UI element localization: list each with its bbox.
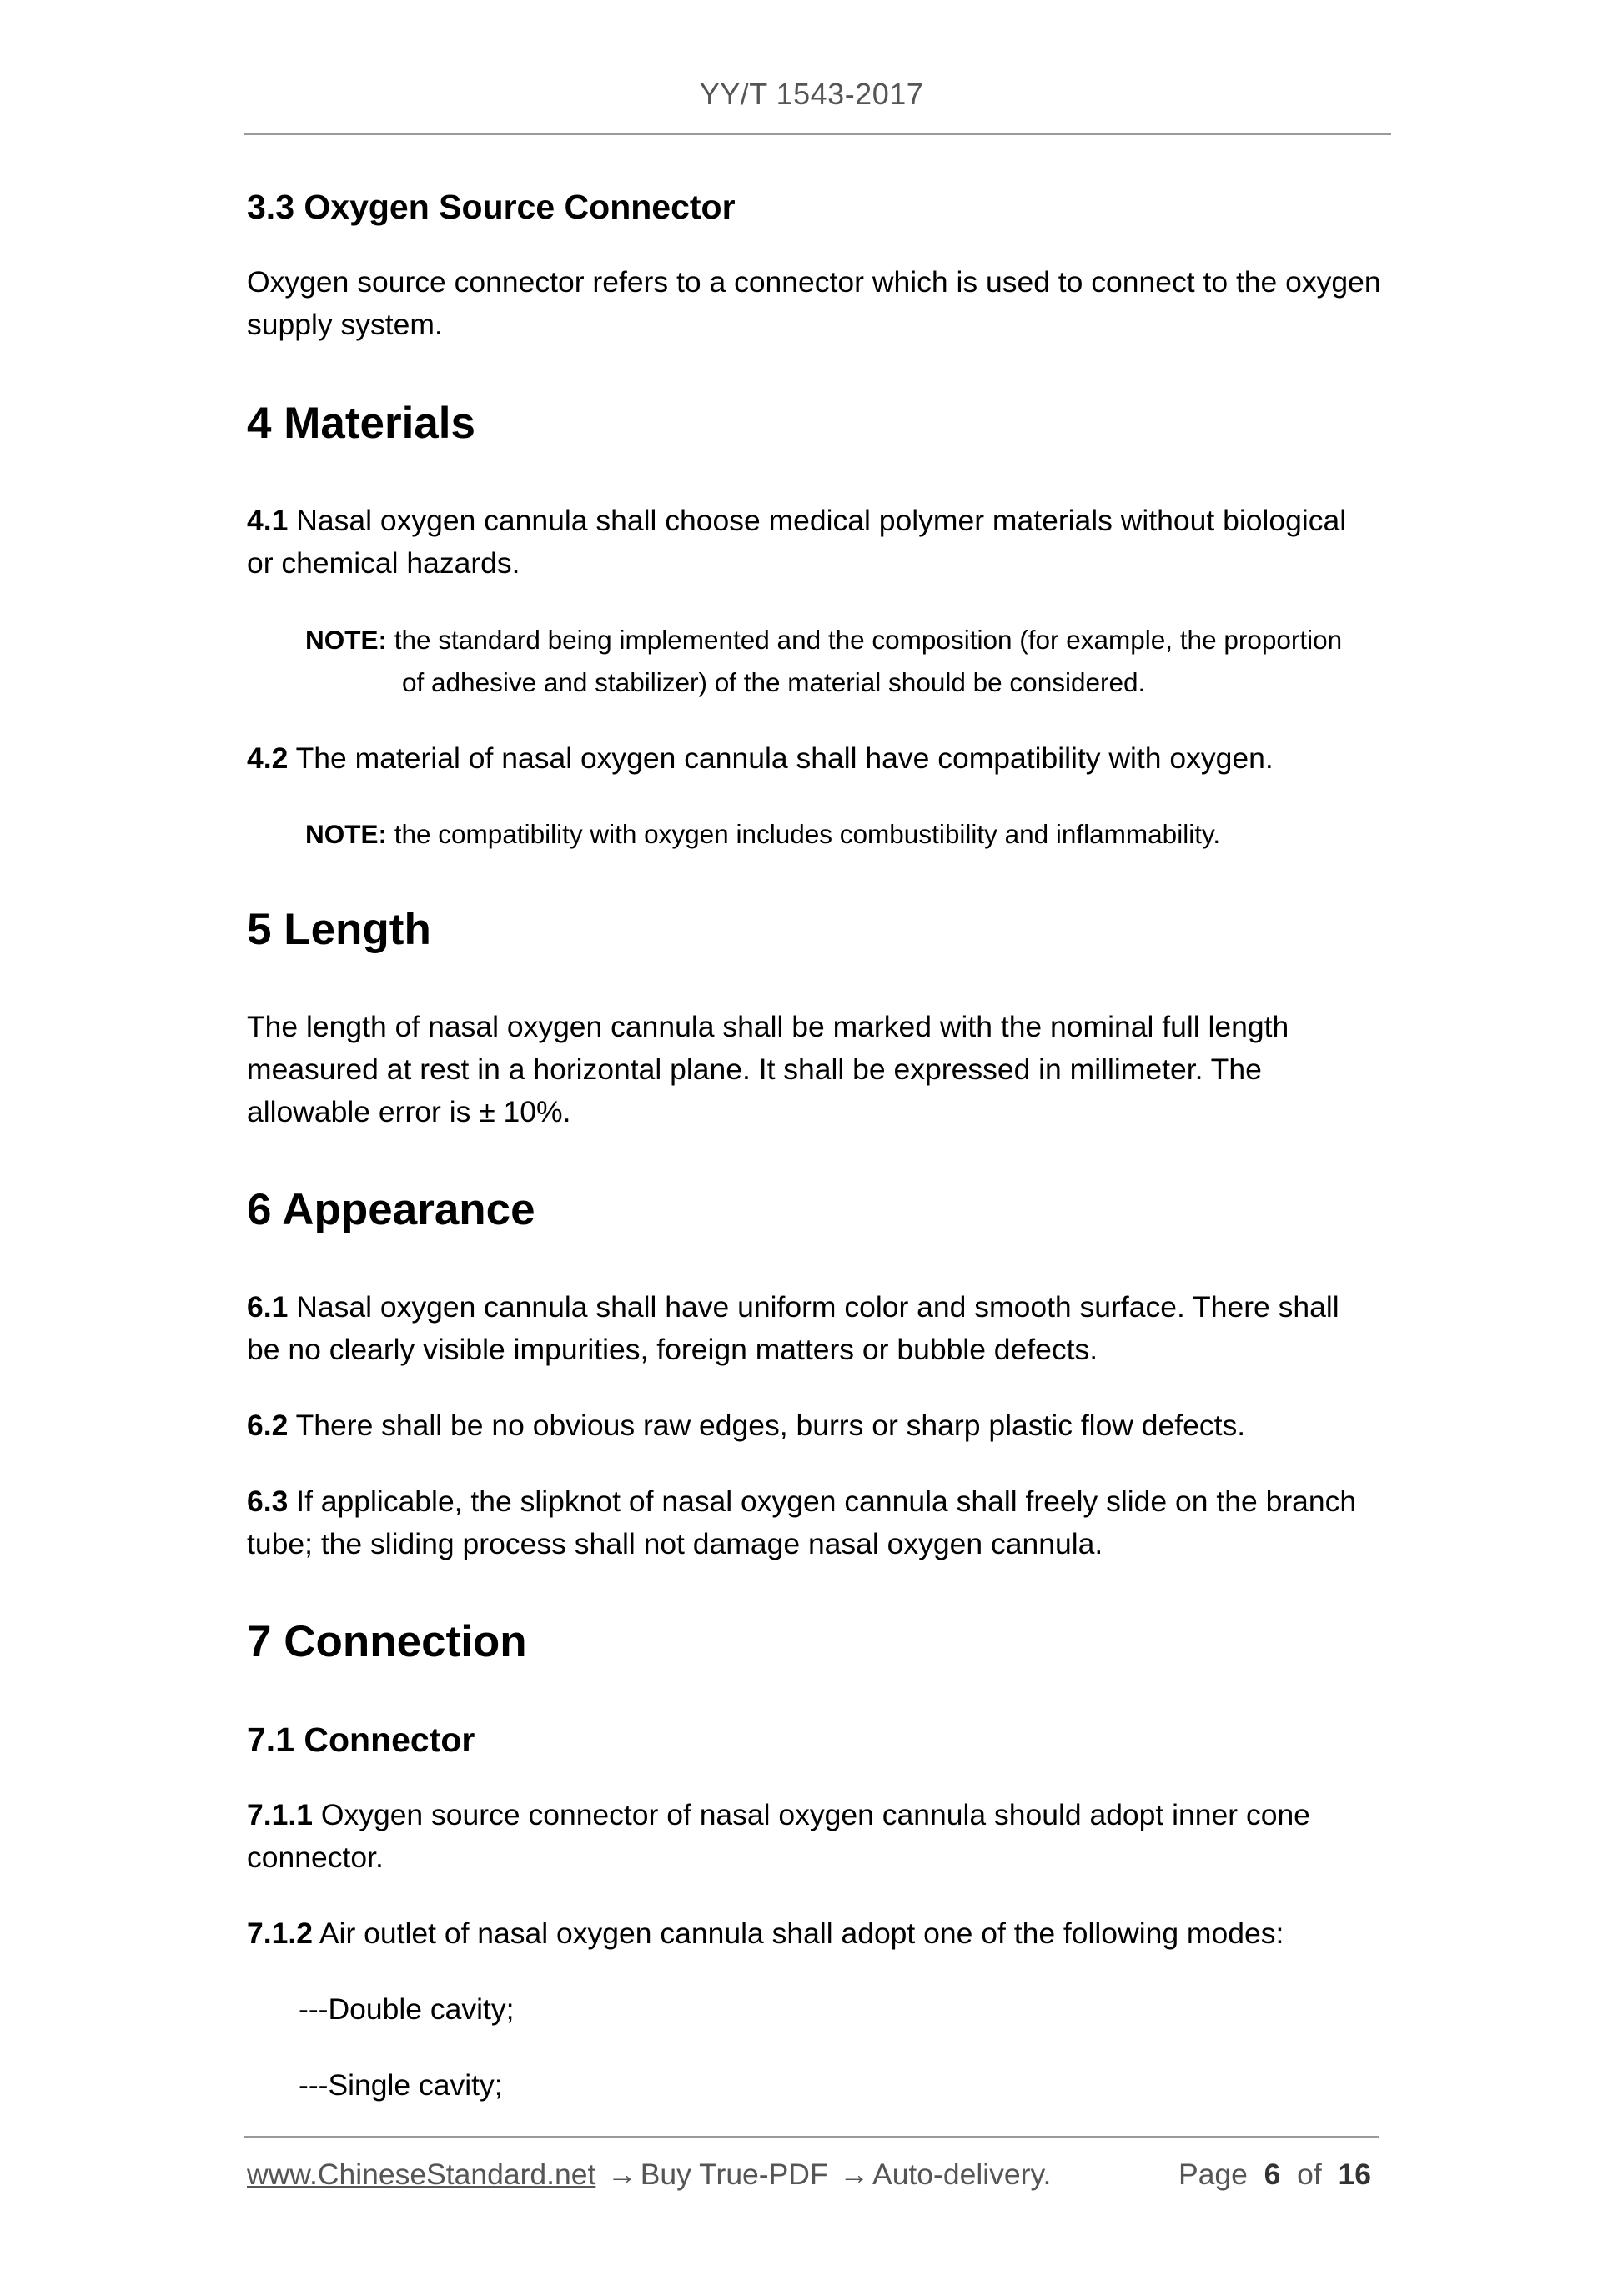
footer-divider [244,2136,1379,2138]
section-5-heading: 5 Length [247,905,431,954]
total-page-count: 16 [1338,2158,1371,2191]
note-label: NOTE: [305,819,387,849]
section-3-3-heading: 3.3 Oxygen Source Connector [247,188,736,226]
clause-6-1-paragraph: 6.1 Nasal oxygen cannula shall have uniform color and smooth surface. There shall be no clearly visible impurities, foreign matters or bubble defects. [247,1290,1339,1366]
page-footer [247,2153,1379,2195]
section-7-1-heading: 7.1 Connector [247,1721,475,1759]
section-6-heading: 6 Appearance [247,1185,535,1234]
arrow-right-icon: → [839,2158,870,2191]
current-page-number: 6 [1264,2158,1281,2191]
clause-number: 7.1.1 [247,1798,313,1831]
section-5-paragraph: The length of nasal oxygen cannula shall be marked with the nominal full length measured at rest in a horizontal plane. It shall be expressed in millimeter. The allowable error is ± 10%. [247,1010,1289,1128]
clause-4-2-paragraph: 4.2 The material of nasal oxygen cannula shall have compatibility with oxygen. [247,741,1274,775]
clause-number: 6.2 [247,1409,289,1442]
clause-number: 6.3 [247,1485,289,1518]
website-link[interactable]: www.ChineseStandard.net [247,2158,596,2191]
list-item-single-cavity: ---Single cavity; [299,2068,503,2102]
note-4-2: NOTE: the compatibility with oxygen includes combustibility and inflammability. [305,819,1221,849]
section-4-heading: 4 Materials [247,399,475,448]
header-divider [244,133,1391,135]
document-code-header: YY/T 1543-2017 [699,77,924,111]
auto-delivery-text: Auto-delivery. [872,2158,1052,2191]
list-item-double-cavity: ---Double cavity; [299,1992,515,2026]
clause-number: 4.2 [247,741,289,775]
section-3-3-paragraph: Oxygen source connector refers to a connector which is used to connect to the oxygen supply system. [247,265,1381,341]
clause-6-3-paragraph: 6.3 If applicable, the slipknot of nasal oxygen cannula shall freely slide on the branch tube; the sliding process shall not damage nasal oxygen cannula. [247,1485,1357,1560]
page-indicator: Page 6 of 16 [1178,2158,1371,2191]
arrow-right-icon: → [607,2158,637,2191]
note-4-1: NOTE: the standard being implemented and the composition (for example, the proportion of adhesive and stabilizer) of the material should be considered. [305,625,1343,697]
clause-number: 7.1.2 [247,1917,313,1950]
section-7-heading: 7 Connection [247,1617,527,1666]
buy-pdf-text: Buy True-PDF [640,2158,828,2191]
clause-7-1-1-paragraph: 7.1.1 Oxygen source connector of nasal oxygen cannula should adopt inner cone connector. [247,1798,1310,1874]
clause-4-1-paragraph: 4.1 Nasal oxygen cannula shall choose medical polymer materials without biological or chemical hazards. [247,504,1347,580]
note-label: NOTE: [305,625,387,655]
clause-7-1-2-paragraph: 7.1.2 Air outlet of nasal oxygen cannula shall adopt one of the following modes: [247,1917,1284,1950]
clause-number: 6.1 [247,1290,289,1324]
clause-6-2-paragraph: 6.2 There shall be no obvious raw edges, burrs or sharp plastic flow defects. [247,1409,1246,1442]
clause-number: 4.1 [247,504,289,537]
